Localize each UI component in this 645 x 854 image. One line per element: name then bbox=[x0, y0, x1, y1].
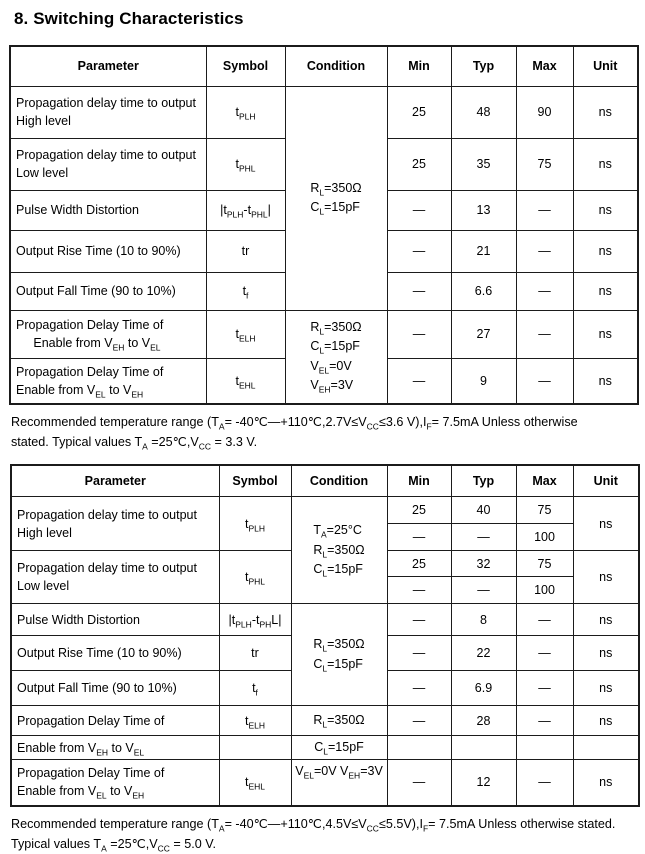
column-header-min: Min bbox=[387, 46, 451, 86]
min-cell: 25 bbox=[387, 551, 451, 577]
typ-cell: 27 bbox=[451, 310, 516, 358]
min-cell: — bbox=[387, 760, 451, 806]
switching-characteristics-table-3v3 bbox=[9, 45, 639, 405]
min-cell: — bbox=[387, 604, 451, 636]
min-cell bbox=[387, 736, 451, 760]
column-header-unit: Unit bbox=[573, 46, 638, 86]
column-header-symbol: Symbol bbox=[219, 465, 291, 497]
min-cell: — bbox=[387, 190, 451, 230]
unit-cell: ns bbox=[573, 138, 638, 190]
param-cell: Output Rise Time (10 to 90%) bbox=[11, 636, 219, 671]
condition-cell bbox=[291, 497, 387, 604]
unit-cell: ns bbox=[573, 310, 638, 358]
switching-characteristics-table-5v0 bbox=[10, 464, 640, 807]
typ-cell: 9 bbox=[451, 358, 516, 404]
unit-cell bbox=[573, 736, 639, 760]
condition-cell: $V_{EL}=0V$ $V_{EH}=3V$ bbox=[291, 760, 387, 806]
typ-cell: — bbox=[451, 577, 516, 604]
param-cell: Output Fall Time (90 to 10%) bbox=[10, 272, 206, 310]
max-cell: — bbox=[516, 310, 573, 358]
column-header-min: Min bbox=[387, 465, 451, 497]
column-header-parameter: Parameter bbox=[10, 46, 206, 86]
max-cell: 90 bbox=[516, 86, 573, 138]
condition-cell bbox=[285, 310, 387, 404]
max-cell: — bbox=[516, 706, 573, 736]
table-row bbox=[11, 760, 639, 806]
section-title: 8. Switching Characteristics bbox=[14, 9, 244, 28]
unit-cell: ns bbox=[573, 671, 639, 706]
min-cell: — bbox=[387, 706, 451, 736]
min-cell: — bbox=[387, 636, 451, 671]
typ-cell bbox=[451, 736, 516, 760]
min-cell: — bbox=[387, 358, 451, 404]
table-row bbox=[11, 604, 639, 636]
min-cell: — bbox=[387, 230, 451, 272]
condition-text: $T_A=25^\circ C$ $R_L=350\Omega$ $C_L=15pF$ bbox=[313, 523, 365, 579]
symbol-cell: tr bbox=[219, 636, 291, 671]
max-cell bbox=[516, 736, 573, 760]
param-cell: Propagation Delay Time of Enable from $V_{EH}$ to $V_{EL}$ bbox=[10, 310, 206, 358]
max-cell: — bbox=[516, 760, 573, 806]
symbol-cell: $t_{PLH}$ bbox=[219, 497, 291, 551]
max-cell: — bbox=[516, 604, 573, 636]
table-3v3-note: Recommended temperature range ($T_A=$ $-40℃—+110℃,2.7V\le V_{CC}\le 3.6$ $V),I_F= 7.5mA$ Unless otherwise stated. Typical values $T_A$ $=25℃,V_{CC} = 3.3$ V. bbox=[11, 415, 578, 452]
unit-cell: ns bbox=[573, 358, 638, 404]
typ-cell: 6.9 bbox=[451, 671, 516, 706]
param-cell: Pulse Width Distortion bbox=[11, 604, 219, 636]
unit-cell: ns bbox=[573, 230, 638, 272]
symbol-cell: $t_f$ bbox=[206, 272, 285, 310]
max-cell: — bbox=[516, 272, 573, 310]
column-header-max: Max bbox=[516, 465, 573, 497]
unit-cell: ns bbox=[573, 604, 639, 636]
column-header-typ: Typ bbox=[451, 46, 516, 86]
max-cell: 75 bbox=[516, 551, 573, 577]
max-cell: — bbox=[516, 636, 573, 671]
param-cell: Propagation delay time to output Low level bbox=[10, 138, 206, 190]
typ-cell: 32 bbox=[451, 551, 516, 577]
min-cell: — bbox=[387, 272, 451, 310]
unit-cell: ns bbox=[573, 497, 639, 551]
typ-cell: — bbox=[451, 524, 516, 551]
column-header-unit: Unit bbox=[573, 465, 639, 497]
param-cell: Propagation delay time to output High level bbox=[11, 497, 219, 551]
condition-text: $R_L=350\Omega$ $C_L=15pF$ bbox=[310, 180, 362, 217]
table-row bbox=[10, 310, 638, 358]
unit-cell: ns bbox=[573, 760, 639, 806]
column-header-parameter: Parameter bbox=[11, 465, 219, 497]
param-cell: Propagation Delay Time of Enable from $V_{EL}$ to $V_{EH}$ bbox=[10, 358, 206, 404]
max-cell: 100 bbox=[516, 524, 573, 551]
max-cell: 75 bbox=[516, 497, 573, 524]
param-cell: Propagation delay time to output Low level bbox=[11, 551, 219, 604]
symbol-cell: $t_{PLH}$ bbox=[206, 86, 285, 138]
unit-cell: ns bbox=[573, 86, 638, 138]
symbol-cell: $t_{EHL}$ bbox=[206, 358, 285, 404]
param-cell: Propagation Delay Time of Enable from $V_{EL}$ to $V_{EH}$ bbox=[11, 760, 219, 806]
max-cell: — bbox=[516, 358, 573, 404]
unit-cell: ns bbox=[573, 551, 639, 604]
max-cell: — bbox=[516, 190, 573, 230]
symbol-cell: tr bbox=[206, 230, 285, 272]
param-cell: Enable from $V_{EH}$ to $V_{EL}$ bbox=[11, 736, 219, 760]
param-cell: Output Rise Time (10 to 90%) bbox=[10, 230, 206, 272]
symbol-cell: $t_{PHL}$ bbox=[219, 551, 291, 604]
min-cell: — bbox=[387, 310, 451, 358]
symbol-cell: $t_{ELH}$ bbox=[219, 706, 291, 736]
condition-cell: $R_L=350\Omega$ bbox=[291, 706, 387, 736]
symbol-cell bbox=[219, 736, 291, 760]
typ-cell: 22 bbox=[451, 636, 516, 671]
typ-cell: 21 bbox=[451, 230, 516, 272]
symbol-cell: $|t_{PLH}-t_{PH}L|$ bbox=[219, 604, 291, 636]
unit-cell: ns bbox=[573, 706, 639, 736]
symbol-cell: $t_f$ bbox=[219, 671, 291, 706]
symbol-cell: $t_{ELH}$ bbox=[206, 310, 285, 358]
column-header-symbol: Symbol bbox=[206, 46, 285, 86]
table-row bbox=[11, 736, 639, 760]
condition-cell: $C_L=15pF$ bbox=[291, 736, 387, 760]
typ-cell: 48 bbox=[451, 86, 516, 138]
typ-cell: 35 bbox=[451, 138, 516, 190]
condition-cell bbox=[285, 86, 387, 310]
typ-cell: 28 bbox=[451, 706, 516, 736]
min-cell: — bbox=[387, 671, 451, 706]
typ-cell: 40 bbox=[451, 497, 516, 524]
condition-text: $R_L=350\Omega$ $C_L=15pF$ $V_{EL}=0V$ $V_{EH}=3V$ bbox=[310, 320, 362, 395]
min-cell: — bbox=[387, 524, 451, 551]
column-header-condition: Condition bbox=[291, 465, 387, 497]
min-cell: — bbox=[387, 577, 451, 604]
param-cell: Output Fall Time (90 to 10%) bbox=[11, 671, 219, 706]
condition-cell bbox=[291, 604, 387, 706]
table-row bbox=[11, 706, 639, 736]
column-header-max: Max bbox=[516, 46, 573, 86]
table-5v0-note: Recommended temperature range ($T_A=$ $-40℃—+110℃,4.5V\le V_{CC}\le 5.5V),I_F= 7.5mA$ Unless otherwise stated. Typical values $T_A$ $=25℃,V_{CC} = 5.0$ V. bbox=[11, 816, 616, 854]
unit-cell: ns bbox=[573, 272, 638, 310]
table-row bbox=[11, 497, 639, 524]
symbol-cell: $t_{EHL}$ bbox=[219, 760, 291, 806]
max-cell: — bbox=[516, 230, 573, 272]
param-cell: Propagation Delay Time of bbox=[11, 706, 219, 736]
symbol-cell: $|t_{PLH}-t_{PHL}|$ bbox=[206, 190, 285, 230]
param-cell: Pulse Width Distortion bbox=[10, 190, 206, 230]
max-cell: 100 bbox=[516, 577, 573, 604]
unit-cell: ns bbox=[573, 190, 638, 230]
typ-cell: 8 bbox=[451, 604, 516, 636]
condition-text: $R_L=350\Omega$ $C_L=15pF$ bbox=[313, 637, 365, 674]
typ-cell: 6.6 bbox=[451, 272, 516, 310]
max-cell: — bbox=[516, 671, 573, 706]
column-header-typ: Typ bbox=[451, 465, 516, 497]
typ-cell: 13 bbox=[451, 190, 516, 230]
min-cell: 25 bbox=[387, 138, 451, 190]
max-cell: 75 bbox=[516, 138, 573, 190]
param-cell: Propagation delay time to output High level bbox=[10, 86, 206, 138]
column-header-condition: Condition bbox=[285, 46, 387, 86]
min-cell: 25 bbox=[387, 86, 451, 138]
typ-cell: 12 bbox=[451, 760, 516, 806]
table-row bbox=[10, 86, 638, 138]
min-cell: 25 bbox=[387, 497, 451, 524]
unit-cell: ns bbox=[573, 636, 639, 671]
symbol-cell: $t_{PHL}$ bbox=[206, 138, 285, 190]
